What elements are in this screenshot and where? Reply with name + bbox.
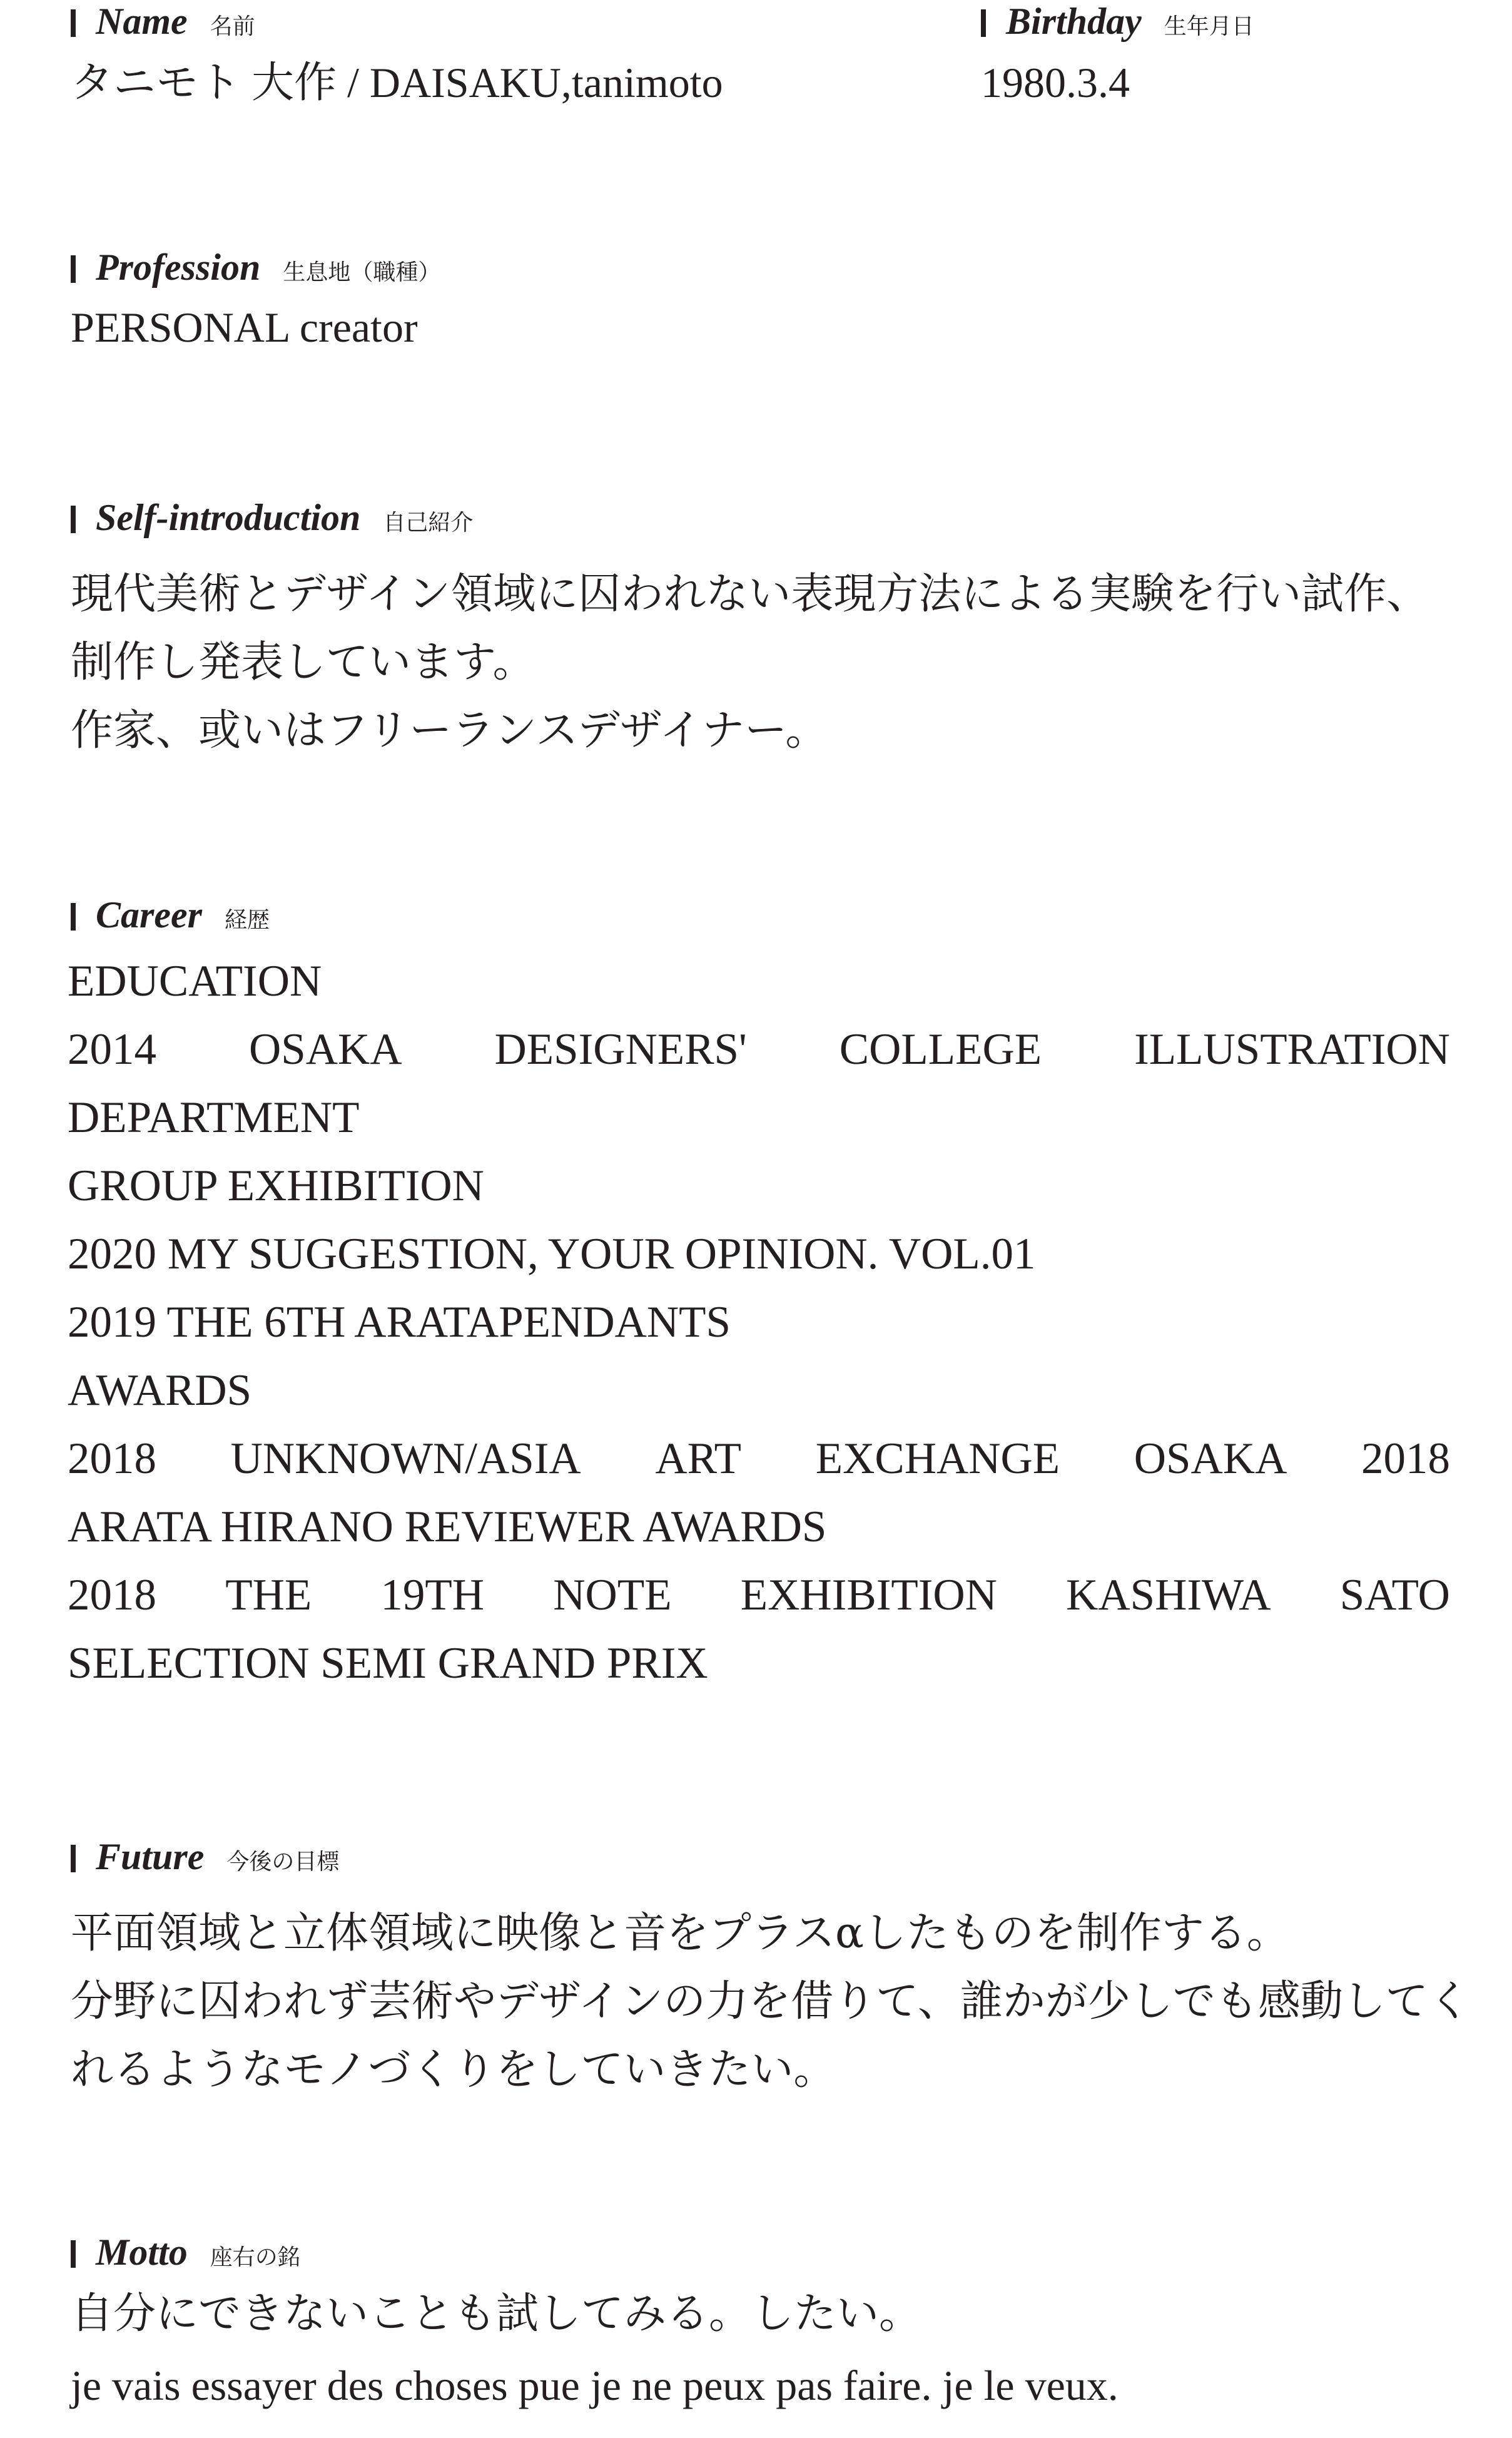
name-label-jp: 名前: [210, 14, 255, 39]
self-intro-text: [71, 560, 1429, 765]
career-word: SATO: [1339, 1571, 1450, 1619]
career-word: OSAKA: [248, 1025, 402, 1074]
future-label-en: Future: [96, 1836, 205, 1877]
profession-section: [71, 247, 440, 352]
birthday-label-en: Birthday: [1006, 1, 1142, 42]
birthday-label-jp: 生年月日: [1164, 14, 1254, 39]
motto-label: [71, 2232, 1119, 2272]
career-line: ARATA HIRANO REVIEWER AWARDS: [68, 1502, 827, 1551]
self-intro-label: [71, 497, 1429, 538]
self-intro-line: 制作し発表しています。: [71, 638, 535, 687]
profession-label-jp: 生息地（職種）: [283, 260, 441, 285]
motto-jp: 自分にできないことも試してみる。したい。: [71, 2289, 922, 2339]
career-line: DEPARTMENT: [68, 1093, 360, 1142]
career-label: [71, 895, 1450, 935]
self-intro-line: 現代美術とデザイン領域に囚われない表現方法による実験を行い試作、: [71, 569, 1429, 619]
profession-value: PERSONAL creator: [71, 303, 418, 351]
self-intro-label-jp: 自己紹介: [383, 510, 474, 536]
career-line: 2019 THE 6TH ARATAPENDANTS: [68, 1298, 731, 1347]
motto-section: [71, 2232, 1119, 2420]
birthday-value: 1980.3.4: [981, 59, 1130, 106]
career-list: [68, 947, 1450, 1698]
career-line: SELECTION SEMI GRAND PRIX: [68, 1639, 708, 1688]
career-line-justified: [68, 1425, 1450, 1493]
career-word: 2018: [68, 1434, 156, 1483]
name-value: タニモト 大作 / DAISAKU,tanimoto: [71, 59, 723, 106]
name-section: [71, 1, 723, 108]
future-line: れるようなモノづくりをしていきたい。: [71, 2045, 836, 2094]
self-intro-section: [71, 497, 1429, 765]
profession-label: [71, 247, 440, 287]
motto-fr: je vais essayer des choses pue je ne peux pas faire. je le veux.: [71, 2362, 1119, 2409]
career-word: EXHIBITION: [740, 1571, 997, 1619]
label-bar: [71, 9, 76, 37]
future-label-jp: 今後の目標: [226, 1849, 340, 1875]
label-bar: [981, 9, 986, 37]
career-label-en: Career: [96, 894, 202, 936]
self-intro-line: 作家、或いはフリーランスデザイナー。: [71, 706, 828, 755]
name-label: [71, 1, 723, 41]
career-line-justified: [68, 1016, 1450, 1084]
career-word: 2014: [68, 1025, 156, 1074]
career-word: THE: [225, 1571, 312, 1619]
career-word: UNKNOWN/ASIA: [230, 1434, 581, 1483]
career-word: NOTE: [553, 1571, 672, 1619]
career-line: EDUCATION: [68, 957, 322, 1006]
birthday-label: [981, 1, 1254, 41]
career-word: 2018: [1361, 1434, 1450, 1483]
career-word: ILLUSTRATION: [1134, 1025, 1450, 1074]
future-section: [71, 1837, 1471, 2104]
label-bar: [71, 506, 76, 533]
career-section: [68, 895, 1450, 1698]
motto-label-en: Motto: [96, 2231, 188, 2273]
profession-label-en: Profession: [96, 247, 261, 288]
name-label-en: Name: [96, 1, 188, 42]
career-line: AWARDS: [68, 1366, 252, 1415]
label-bar: [71, 1845, 76, 1872]
career-word: COLLEGE: [839, 1025, 1042, 1074]
career-word: 19TH: [380, 1571, 485, 1619]
career-word: 2018: [68, 1571, 156, 1619]
career-line-justified: [68, 1561, 1450, 1630]
future-label: [71, 1837, 1471, 1877]
birthday-section: [981, 1, 1254, 108]
self-intro-label-en: Self-introduction: [96, 497, 361, 538]
future-line: 平面領域と立体領域に映像と音をプラスαしたものを制作する。: [71, 1909, 1289, 1958]
career-label-jp: 経歴: [224, 907, 270, 933]
label-bar: [71, 255, 76, 283]
career-word: EXCHANGE: [815, 1434, 1060, 1483]
career-word: DESIGNERS': [494, 1025, 747, 1074]
career-word: ART: [655, 1434, 742, 1483]
career-line: GROUP EXHIBITION: [68, 1161, 484, 1210]
future-text: [71, 1899, 1471, 2104]
career-line: 2020 MY SUGGESTION, YOUR OPINION. VOL.01: [68, 1230, 1036, 1278]
career-word: KASHIWA: [1066, 1571, 1271, 1619]
label-bar: [71, 2240, 76, 2268]
career-word: OSAKA: [1134, 1434, 1287, 1483]
motto-label-jp: 座右の銘: [210, 2245, 300, 2270]
label-bar: [71, 903, 76, 931]
future-line: 分野に囚われず芸術やデザインの力を借りて、誰かが少しでも感動してく: [71, 1977, 1471, 2026]
